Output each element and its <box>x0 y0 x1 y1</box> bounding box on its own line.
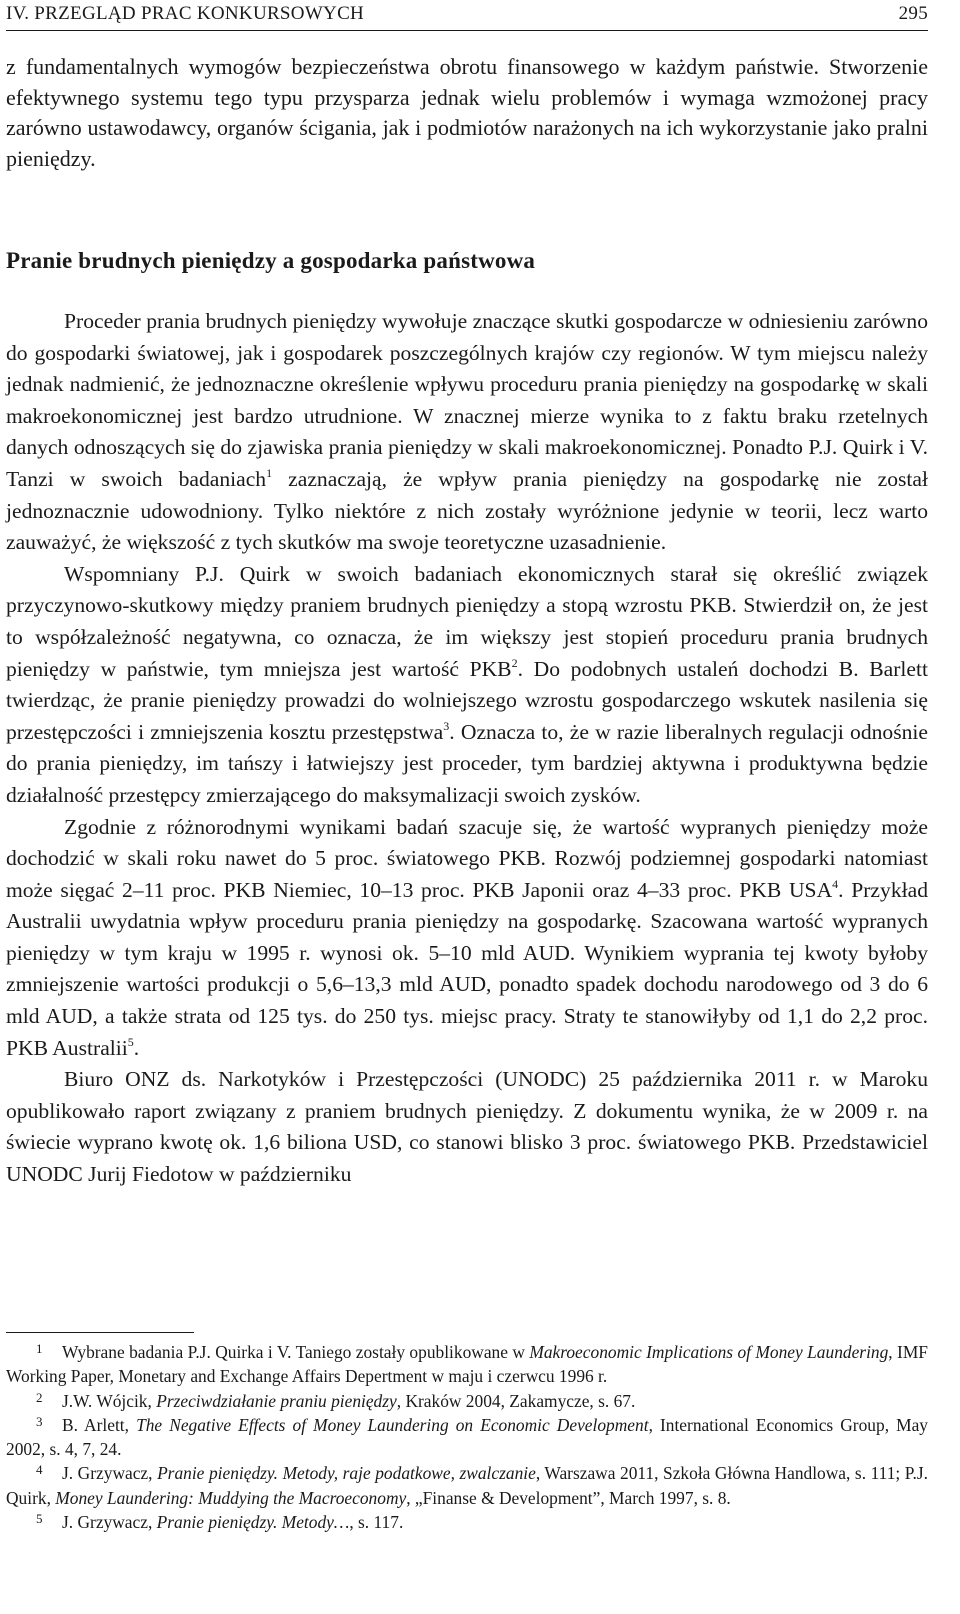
paragraph-2 <box>6 559 928 812</box>
paragraph-4: Biuro ONZ ds. Narkotyków i Przestępczości (UNODC) 25 października 2011 r. w Maroku opublikowało raport związany z praniem brudnych pieniędzy. Z dokumentu wynika, że w 2009 r. na świecie wyprano kwotę ok. 1,6 biliona USD, co stanowi blisko 3 proc. światowego PKB. Przedstawiciel UNODC Jurij Fiedotow w październiku <box>6 1067 928 1187</box>
footnote-rule <box>6 1332 194 1333</box>
intro-paragraph: z fundamentalnych wymogów bezpieczeństwa obrotu finansowego w każdym państwie. Stworzenie efektywnego systemu tego typu przysparza jednak wielu problemów i wymaga wzmożonej pracy zarówno ustawodawcy, organów ścigania, jak i podmiotów narażonych na ich wykorzystanie jako pralni pieniędzy. <box>6 54 928 171</box>
footnote-text: Wybrane badania P.J. Quirka i V. Taniego zostały opublikowane w <box>62 1342 530 1362</box>
footnotes <box>6 1340 928 1534</box>
header-rule <box>6 30 928 31</box>
footnote-ref: 2 <box>511 655 518 670</box>
paragraph-text: . Do podobnych ustaleń dochodzi B. Barlett twierdząc, że pranie pieniędzy prowadzi do wolniejszego wzrostu gospodarczego wskutek nasilenia się przestępczości i zmniejszenia kosztu przestępstwa <box>6 656 928 744</box>
running-header <box>6 2 928 26</box>
footnote-title: Makroeconomic Implications of Money Laundering <box>529 1342 889 1362</box>
footnote-3: 3 B. Arlett, The Negative Effects of Money Laundering on Economic Development, International Economics Group, May 2002, s. 4, 7, 24. <box>6 1413 928 1460</box>
footnote-text: , IMF Working Paper, Monetary and Exchange Affairs Depertment w maju i czerwcu 1996 r. <box>6 1342 928 1387</box>
footnote-ref: 1 <box>266 465 273 480</box>
footnote-text: J.W. Wójcik, <box>62 1390 157 1411</box>
footnote-text: , International Economics Group, May 2002, s. 4, 7, 24. <box>6 1414 928 1460</box>
footnote-title: Pranie pieniędzy. Metody, raje podatkowe, zwalczanie <box>157 1463 536 1484</box>
footnote-text: , „Finanse & Development”, March 1997, s. 8. <box>406 1487 731 1508</box>
footnote-title: Pranie pieniędzy. Metody… <box>156 1512 350 1533</box>
footnote-ref: 4 <box>832 876 839 891</box>
footnote-title: Przeciwdziałanie praniu pieniędzy <box>156 1390 397 1411</box>
paragraph-3 <box>6 812 928 1065</box>
footnote-title: Money Laundering: Muddying the Macroeconomy <box>55 1487 407 1508</box>
footnote-text: B. Arlett, <box>62 1414 137 1435</box>
footnote-1: 1 Wybrane badania P.J. Quirka i V. Taniego zostały opublikowane w Makroeconomic Implications of Money Laundering, IMF Working Paper, Monetary and Exchange Affairs Depertment w maju i czerwcu 1996 r. <box>6 1341 928 1387</box>
paragraph-text: Zgodnie z różnorodnymi wynikami badań szacuje się, że wartość wypranych pieniędzy może dochodzić w skali roku nawet do 5 proc. światowego PKB. Rozwój podziemnej gospodarki natomiast może sięgać 2–11 proc. PKB Niemiec, 10–13 proc. PKB Japonii oraz 4–33 proc. PKB USA <box>6 814 928 902</box>
footnote-title: The Negative Effects of Money Laundering on Economic Development <box>136 1414 649 1435</box>
footnote-5: 5 J. Grzywacz, Pranie pieniędzy. Metody…, s. 117. <box>36 1511 404 1533</box>
footnote-text: J. Grzywacz, <box>62 1463 158 1484</box>
footnote-4: 4 J. Grzywacz, Pranie pieniędzy. Metody, raje podatkowe, zwalczanie, Warszawa 2011, Szkoła Główna Handlowa, s. 111; P.J. Quirk, Money Laundering: Muddying the Macroeconomy, „Finanse & Development”, March 1997, s. 8. <box>6 1462 928 1508</box>
intro-text <box>6 52 928 174</box>
paragraph-text: Wspomniany P.J. Quirk w swoich badaniach ekonomicznych starał się określić związek przyczynowo-skutkowy między praniem brudnych pieniędzy a stopą wzrostu PKB. Stwierdził on, że jest to współzależność negatywna, co oznacza, że im większy jest stopień proceduru prania brudnych pieniędzy w państwie, tym mniejsza jest wartość PKB <box>6 561 928 681</box>
paragraph-text: Proceder prania brudnych pieniędzy wywołuje znaczące skutki gospodarcze w odniesieniu zarówno do gospodarki światowej, jak i gospodarek poszczególnych krajów czy regionów. W tym miejscu należy jednak nadmienić, że jednoznaczne określenie wpływu proceduru prania pieniędzy na gospodarkę w skali makroekonomicznej jest bardzo utrudnione. W znacznej mierze wynika to z faktu braku rzetelnych danych odnoszących się do zjawiska prania pieniędzy w skali makroekonomicznej. Ponadto P.J. Quirk i V. Tanzi w swoich badaniach <box>6 309 928 491</box>
footnote-ref: 5 <box>127 1034 134 1049</box>
footnote-2: 2 J.W. Wójcik, Przeciwdziałanie praniu pieniędzy, Kraków 2004, Zakamycze, s. 67. <box>36 1389 636 1411</box>
footnote-ref: 3 <box>443 718 450 733</box>
section-body <box>6 306 928 1191</box>
footnote-text: , s. 117. <box>349 1512 404 1533</box>
footnote-text: , Warszawa 2011, Szkoła Główna Handlowa, s. 111; P.J. Quirk, <box>6 1463 928 1508</box>
paragraph-text: zaznaczają, że wpływ prania pieniędzy na gospodarkę nie został jednoznacznie udowodniony. Tylko niektóre z nich zostały wyróżnione jedynie w teorii, lecz warto zauważyć, że większość z tych skutków ma swoje teoretyczne uzasadnienie. <box>6 466 928 555</box>
paragraph-text: . <box>133 1035 140 1060</box>
running-header-title: IV. PRZEGLĄD PRAC KONKURSOWYCH <box>6 3 365 24</box>
paragraph-1 <box>6 306 928 559</box>
footnote-text: J. Grzywacz, <box>62 1512 157 1533</box>
paragraph-text: . Przykład Australii uwydatnia wpływ proceduru prania pieniędzy na gospodarkę. Szacowana wartość wypranych pieniędzy w tym kraju w 1995 r. wynosi ok. 5–10 mld AUD. Wynikiem wyprania tej kwoty byłoby zmniejszenie wartości produkcji o 5,6–13,3 mld AUD, ponadto spadek dochodu narodowego od 3 do 6 mld AUD, a także strata od 125 tys. do 250 tys. miejsc pracy. Straty te stanowiłyby od 1,1 do 2,2 proc. PKB Australii <box>6 877 928 1060</box>
paragraph-text: . Oznacza to, że w razie liberalnych regulacji odnośnie do prania pieniędzy, im tańszy i łatwiejszy jest proceder, tym bardziej aktywna i produktywna będzie działalność przestępcy zmierzającego do maksymalizacji swoich zysków. <box>6 719 929 807</box>
section-heading: Pranie brudnych pieniędzy a gospodarka państwowa <box>6 248 536 273</box>
footnote-text: , Kraków 2004, Zakamycze, s. 67. <box>396 1390 636 1411</box>
page-number: 295 <box>898 3 928 24</box>
